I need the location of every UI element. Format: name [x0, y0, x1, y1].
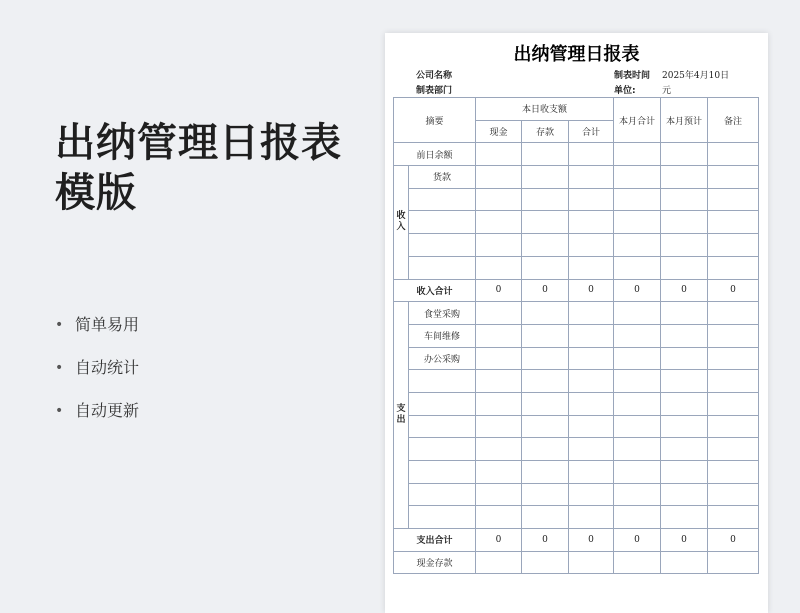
cash-deposit-label: 现金存款: [394, 551, 476, 574]
header-month-total: 本月合计: [614, 98, 661, 143]
table-row: [394, 347, 759, 370]
dept-label: 制表部门: [416, 86, 453, 96]
table-row: [394, 324, 759, 347]
feature-item: [55, 400, 139, 443]
expense-total-row: 支出合计 0 0 0 0 0 0: [394, 529, 759, 552]
header-subtotal: 合计: [569, 120, 614, 143]
income-total-row: 收入合计 0 0 0 0 0 0: [394, 279, 759, 302]
expense-item-label: 车间维修: [409, 324, 476, 347]
feature-item: [55, 314, 139, 357]
report-sheet-preview: [385, 33, 768, 613]
table-row: [394, 370, 759, 393]
expense-total-label: 支出合计: [394, 529, 476, 552]
unit-value: 元: [662, 86, 672, 96]
header-summary: 摘要: [394, 98, 476, 143]
bullet-icon: •: [55, 403, 64, 419]
table-row: [394, 461, 759, 484]
page-title: 出纳管理日报表模版: [55, 120, 342, 216]
feature-label: 简单易用: [75, 315, 140, 334]
feature-list: [55, 314, 139, 443]
table-row: [394, 188, 759, 211]
table-row: [394, 506, 759, 529]
feature-label: 自动更新: [75, 401, 140, 420]
header-deposit: 存款: [522, 120, 569, 143]
header-month-forecast: 本月预计: [661, 98, 708, 143]
company-label: 公司名称: [416, 71, 453, 81]
prev-balance-label: 前日余额: [394, 143, 476, 166]
unit-label: 单位:: [614, 86, 636, 96]
table-row: [394, 483, 759, 506]
table-row: [394, 166, 759, 189]
time-label: 制表时间: [614, 71, 651, 81]
table-row: [394, 438, 759, 461]
expense-item-label: 食堂采购: [409, 302, 476, 325]
header-row: [394, 98, 759, 121]
table-row: [394, 551, 759, 574]
header-note: 备注: [708, 98, 759, 143]
income-total-label: 收入合计: [394, 279, 476, 302]
feature-item: [55, 357, 139, 400]
bullet-icon: •: [55, 360, 64, 376]
table-row: [394, 234, 759, 257]
ledger-table: [393, 97, 759, 574]
expense-section-label: 支 出: [394, 302, 409, 529]
table-row: [394, 143, 759, 166]
expense-item-label: 办公采购: [409, 347, 476, 370]
table-row: [394, 256, 759, 279]
income-item-label: 货款: [409, 166, 476, 189]
header-cash: 现金: [476, 120, 522, 143]
feature-label: 自动统计: [75, 358, 140, 377]
income-section-label: 收 入: [394, 166, 409, 279]
ledger-table-wrap: [393, 97, 759, 574]
table-row: [394, 211, 759, 234]
sheet-title: 出纳管理日报表: [513, 44, 640, 65]
table-row: [394, 415, 759, 438]
bullet-icon: •: [55, 317, 64, 333]
table-row: [394, 302, 759, 325]
header-daily-group: 本日收支额: [476, 98, 614, 121]
table-row: [394, 392, 759, 415]
time-value: 2025年4月10日: [662, 71, 730, 81]
